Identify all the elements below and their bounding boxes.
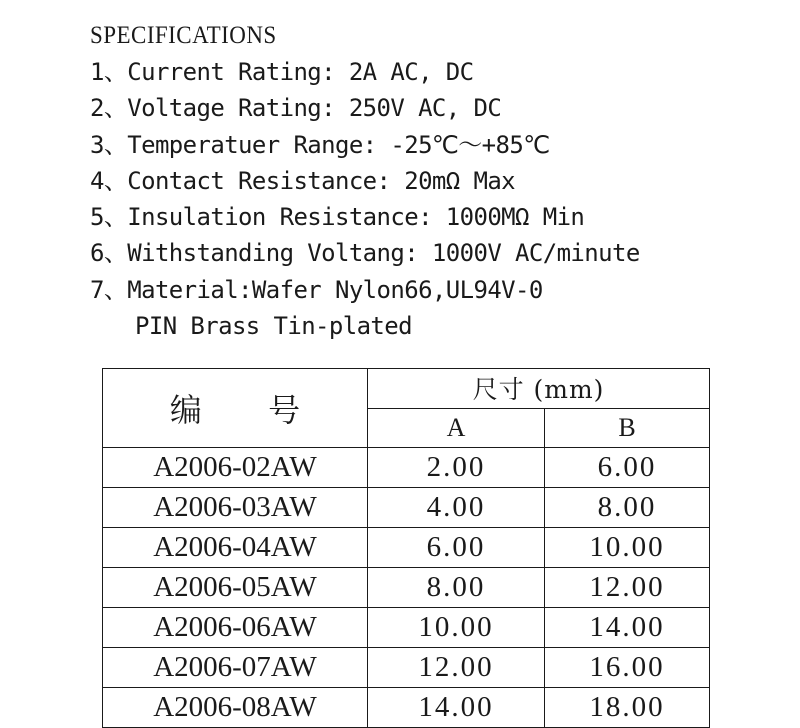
dimension-a-cell: 8.00 bbox=[368, 568, 545, 608]
spec-voltage-rating: 2、Voltage Rating: 250V AC, DC bbox=[90, 94, 502, 123]
header-dimensions: 尺寸 (mm) bbox=[368, 369, 710, 409]
dimension-a-cell: 6.00 bbox=[368, 528, 545, 568]
part-number-cell: A2006-07AW bbox=[103, 648, 368, 688]
header-col-a: A bbox=[368, 408, 545, 448]
table-row bbox=[103, 608, 710, 648]
part-number-cell: A2006-06AW bbox=[103, 608, 368, 648]
spec-material-pin: PIN Brass Tin-plated bbox=[135, 312, 412, 341]
part-number-cell: A2006-02AW bbox=[103, 448, 368, 488]
specifications-title: SPECIFICATIONS bbox=[90, 22, 277, 49]
specifications-block bbox=[90, 18, 790, 344]
spec-current-rating: 1、Current Rating: 2A AC, DC bbox=[90, 58, 474, 86]
table-row bbox=[103, 528, 710, 568]
dimension-b-cell: 12.00 bbox=[545, 568, 710, 608]
spec-temperature-range: 3、Temperatuer Range: -25℃～+85℃ bbox=[90, 130, 550, 159]
dimensions-table bbox=[102, 368, 710, 728]
dimension-a-cell: 12.00 bbox=[368, 648, 545, 688]
dimension-b-cell: 8.00 bbox=[545, 488, 710, 528]
header-col-b: B bbox=[545, 408, 710, 448]
part-number-cell: A2006-05AW bbox=[103, 568, 368, 608]
dimension-b-cell: 16.00 bbox=[545, 648, 710, 688]
dimension-a-cell: 4.00 bbox=[368, 488, 545, 528]
dimension-b-cell: 18.00 bbox=[545, 688, 710, 728]
table-row bbox=[103, 688, 710, 728]
dimension-b-cell: 14.00 bbox=[545, 608, 710, 648]
dimension-b-cell: 6.00 bbox=[545, 448, 710, 488]
table-row bbox=[103, 648, 710, 688]
dimension-a-cell: 2.00 bbox=[368, 448, 545, 488]
table-row bbox=[103, 488, 710, 528]
table-row bbox=[103, 448, 710, 488]
spec-contact-resistance: 4、Contact Resistance: 20mΩ Max bbox=[90, 166, 516, 195]
part-number-cell: A2006-03AW bbox=[103, 488, 368, 528]
dimension-a-cell: 10.00 bbox=[368, 608, 545, 648]
dimension-b-cell: 10.00 bbox=[545, 528, 710, 568]
spec-withstanding-voltage: 6、Withstanding Voltang: 1000V AC/minute bbox=[90, 239, 640, 268]
part-number-cell: A2006-08AW bbox=[103, 688, 368, 728]
spec-material: 7、Material:Wafer Nylon66,UL94V-0 bbox=[90, 275, 543, 304]
part-number-cell: A2006-04AW bbox=[103, 528, 368, 568]
dimension-a-cell: 14.00 bbox=[368, 688, 545, 728]
header-part-number: 编 号 bbox=[103, 369, 368, 448]
spec-insulation-resistance: 5、Insulation Resistance: 1000MΩ Min bbox=[90, 203, 585, 232]
table-row bbox=[103, 568, 710, 608]
